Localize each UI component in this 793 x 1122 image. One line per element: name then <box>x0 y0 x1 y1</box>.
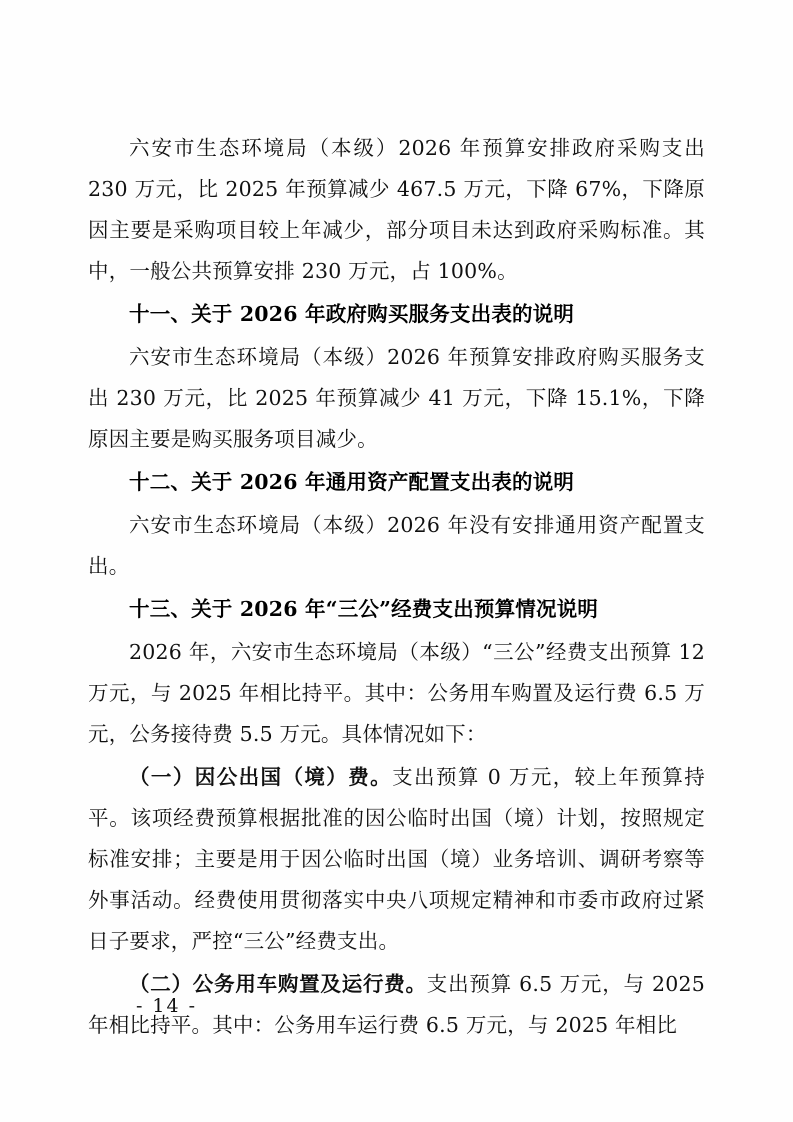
lead-label-overseas-travel: （一）因公出国（境）费。 <box>129 765 393 789</box>
lead-label-vehicle-purchase: （二）公务用车购置及运行费。 <box>129 972 427 996</box>
page-footer <box>0 995 793 1017</box>
page-number: - 14 - <box>135 995 198 1017</box>
lead-text-vehicle-purchase: 支出预算 6.5 万元，与 2025 年相比持平。其中：公务用车运行费 6.5 万元，与 2025 年相比 <box>88 972 705 1037</box>
paragraph-overseas-travel-expense <box>88 757 705 962</box>
paragraph-service-purchase: 六安市生态环境局（本级）2026 年预算安排政府购买服务支出 230 万元，比 2025 年预算减少 41 万元，下降 15.1%，下降原因主要是购买服务项目减少。 <box>88 345 705 451</box>
heading-section-thirteen: 十三、关于 2026 年“三公”经费支出预算情况说明 <box>129 597 599 621</box>
heading-section-twelve: 十二、关于 2026 年通用资产配置支出表的说明 <box>129 470 575 494</box>
document-body <box>88 128 705 1048</box>
lead-text-overseas-travel: 支出预算 0 万元，较上年预算持平。该项经费预算根据批准的因公临时出国（境）计划，按照规定标准安排；主要是用于因公临时出国（境）业务培训、调研考察等外事活动。经费使用贯彻落实中央八项规定精神和市委市政府过紧日子要求，严控“三公”经费支出。 <box>88 765 705 953</box>
paragraph-general-asset-allocation: 六安市生态环境局（本级）2026 年没有安排通用资产配置支出。 <box>88 513 705 578</box>
heading-section-eleven: 十一、关于 2026 年政府购买服务支出表的说明 <box>129 302 575 326</box>
paragraph-three-public-expenses: 2026 年，六安市生态环境局（本级）“三公”经费支出预算 12 万元，与 2025 年相比持平。其中：公务用车购置及运行费 6.5 万元，公务接待费 5.5 万元。具体情况如下： <box>88 640 705 746</box>
paragraph-procurement-expenditure: 六安市生态环境局（本级）2026 年预算安排政府采购支出 230 万元，比 2025 年预算减少 467.5 万元，下降 67%，下降原因主要是采购项目较上年减少，部分项目未达到政府采购标准。其中，一般公共预算安排 230 万元，占 100%。 <box>88 136 705 283</box>
